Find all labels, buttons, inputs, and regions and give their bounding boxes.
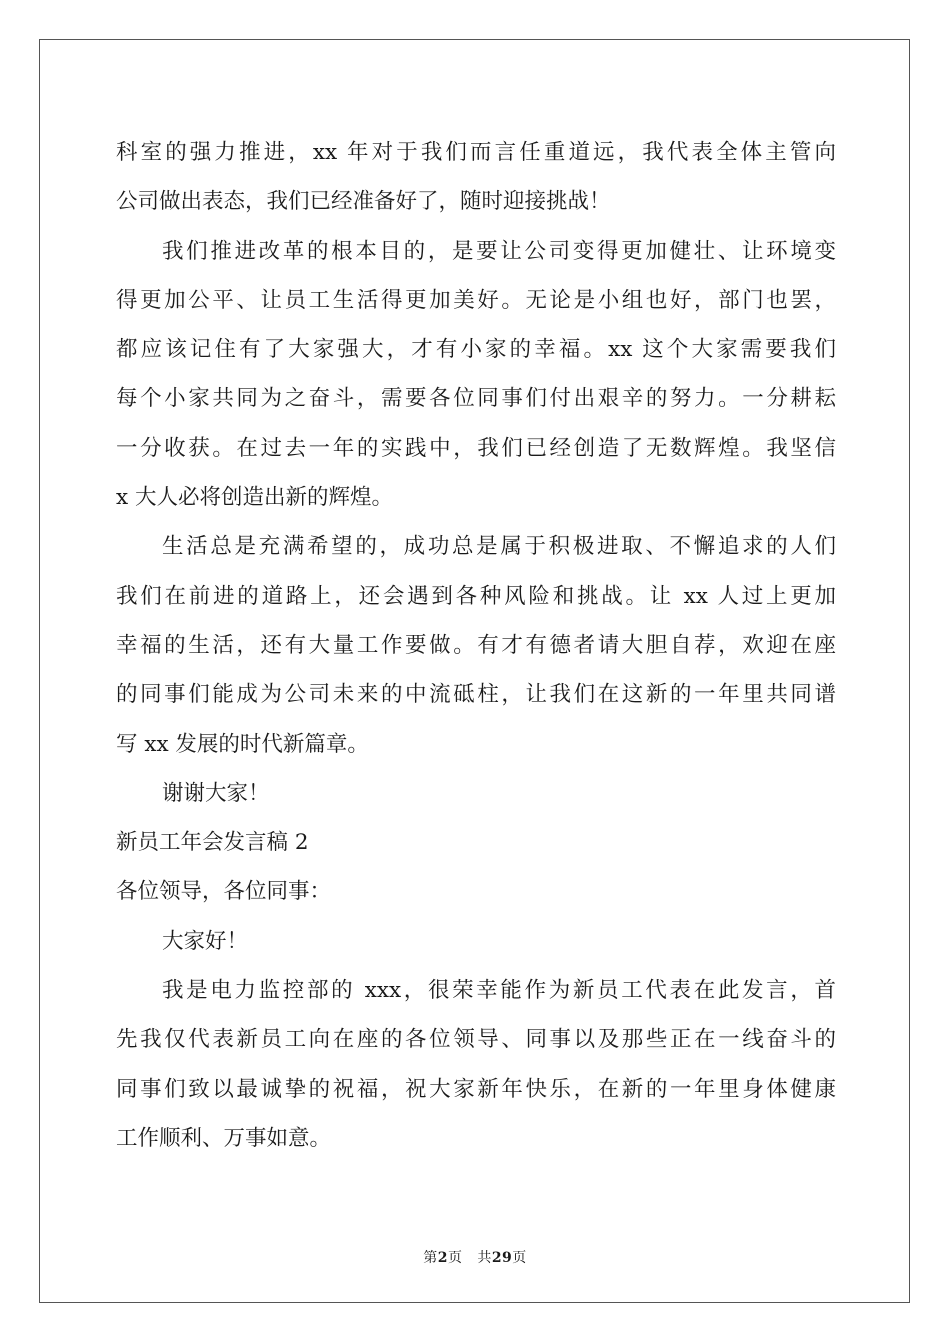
paragraph-first-line: 我是电力监控部的 xxx，很荣幸能作为新员工代表在此发言，首 <box>162 978 836 1004</box>
text-line: 科室的强力推进，xx 年对于我们而言任重道远，我代表全体主管向 <box>116 140 836 165</box>
salutation: 各位领导，各位同事： <box>116 879 332 905</box>
text-line: 工作顺利、万事如意。 <box>116 1125 332 1151</box>
text-line: 每个小家共同为之奋斗，需要各位同事们付出艰辛的努力。一分耕耘 <box>116 386 836 412</box>
paragraph-first-line: 我们推进改革的根本目的，是要让公司变得更加健壮、让环境变 <box>162 238 836 264</box>
text-line: 写 xx 发展的时代新篇章。 <box>116 731 369 757</box>
text-line: 先我仅代表新员工向在座的各位领导、同事以及那些正在一线奋斗的 <box>116 1027 836 1053</box>
total-pages: 29 <box>491 1250 513 1266</box>
text-line: 同事们致以最诚挚的祝福，祝大家新年快乐，在新的一年里身体健康 <box>116 1076 836 1102</box>
closing-line: 谢谢大家！ <box>162 780 270 806</box>
page-number: 2 <box>437 1250 448 1266</box>
text-line: 一分收获。在过去一年的实践中，我们已经创造了无数辉煌。我坚信 <box>116 435 836 461</box>
greeting: 大家好！ <box>162 928 249 954</box>
document-body <box>116 128 836 1163</box>
text-line: x 大人必将创造出新的辉煌。 <box>116 485 393 511</box>
page-prefix: 第 <box>423 1250 438 1266</box>
text-line: 公司做出表态，我们已经准备好了，随时迎接挑战！ <box>116 189 611 215</box>
section-title: 新员工年会发言稿 2 <box>116 830 309 856</box>
total-prefix: 共 <box>477 1250 492 1266</box>
text-line: 幸福的生活，还有大量工作要做。有才有德者请大胆自荐，欢迎在座 <box>116 632 836 658</box>
text-line: 的同事们能成为公司未来的中流砥柱，让我们在这新的一年里共同谱 <box>116 682 836 708</box>
text-line: 都应该记住有了大家强大，才有小家的幸福。xx 这个大家需要我们 <box>116 337 836 363</box>
total-unit: 页 <box>512 1250 527 1266</box>
text-line: 我们在前进的道路上，还会遇到各种风险和挑战。让 xx 人过上更加 <box>116 583 836 609</box>
text-line: 得更加公平、让员工生活得更加美好。无论是小组也好，部门也罢， <box>116 287 836 313</box>
page-footer <box>0 1247 950 1267</box>
paragraph-first-line: 生活总是充满希望的，成功总是属于积极进取、不懈追求的人们 <box>162 534 836 560</box>
page-unit: 页 <box>447 1250 463 1266</box>
